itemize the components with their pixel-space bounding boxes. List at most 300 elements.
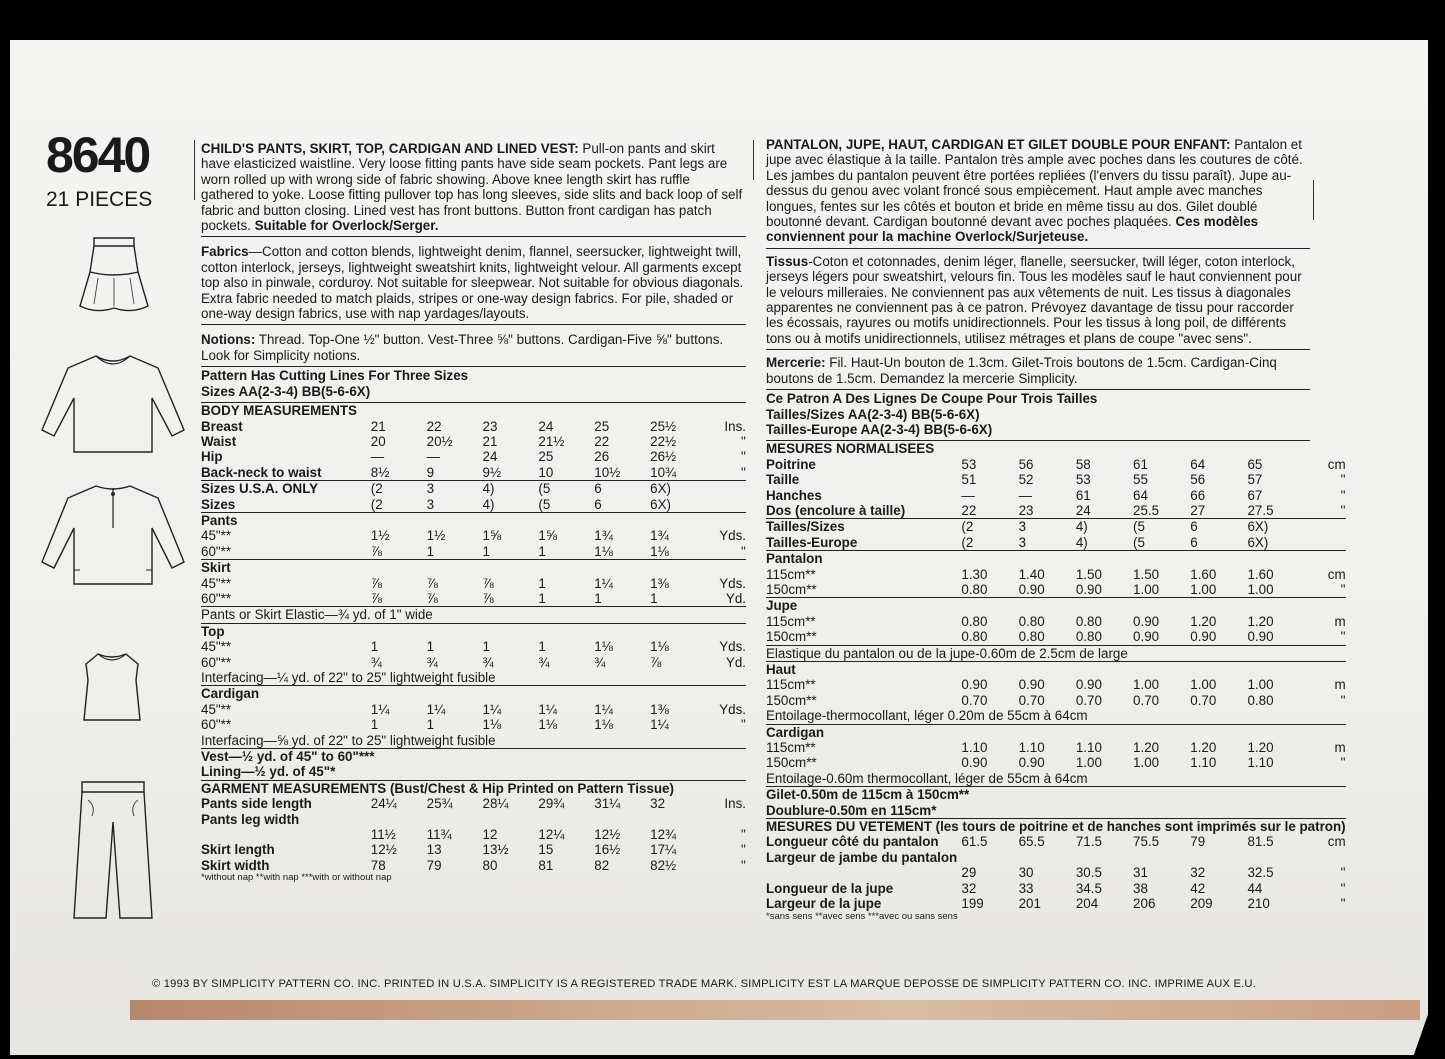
fr-body-value: 53 — [1075, 472, 1091, 488]
body-value: 10½ — [594, 464, 621, 480]
notions-block — [201, 331, 746, 367]
top-label: 60"** — [201, 654, 232, 670]
fr-cardigan-label: 150cm** — [766, 755, 817, 771]
pants-label: 60"** — [201, 543, 232, 559]
fr-body-value: 58 — [1075, 456, 1091, 472]
skirt-value: ⅞ — [370, 590, 382, 606]
fr-body-value: 56 — [1018, 456, 1034, 472]
skirt-value: 1 — [650, 590, 658, 606]
body-unit: Ins. — [724, 418, 746, 434]
fr-garment-value: 42 — [1190, 880, 1206, 896]
body-value: 9 — [426, 464, 435, 480]
vest-sketch — [80, 650, 144, 722]
garment-row — [201, 812, 746, 827]
sizes-value: (5 — [538, 481, 551, 497]
fr-body-row — [766, 472, 1346, 487]
fr-top-value: 0.90 — [1075, 677, 1102, 693]
garment-unit: '' — [740, 842, 746, 858]
fr-body-value: 27.5 — [1247, 502, 1274, 518]
fr-top-value: 0.80 — [1247, 692, 1274, 708]
fr-sizes-label: Tailles-Europe — [766, 534, 858, 550]
cardigan-label: Cardigan — [201, 686, 260, 702]
body-row — [201, 434, 746, 449]
fr-cardigan-value: 1.20 — [1133, 740, 1160, 756]
fr-skirt-value: 0.80 — [1075, 613, 1102, 629]
garment-value: 11¾ — [426, 827, 452, 843]
body-unit: '' — [740, 464, 746, 480]
fr-top-label: 150cm** — [766, 692, 817, 708]
body-value: 26 — [594, 449, 610, 465]
fr-top-value: 1.00 — [1133, 677, 1160, 693]
fr-top-label: 115cm** — [766, 677, 816, 693]
garment-unit: '' — [740, 827, 746, 843]
english-yardage-table — [201, 403, 746, 873]
fr-top-row — [766, 677, 1346, 692]
fr-body-value: 25.5 — [1133, 502, 1160, 518]
fr-skirt-unit: m — [1334, 613, 1346, 629]
fr-garment-unit: '' — [1340, 865, 1346, 881]
fr-pants-row — [766, 567, 1346, 582]
garment-row — [201, 827, 746, 842]
fr-sizes-value: 6X) — [1247, 534, 1269, 550]
garment-value: 12¾ — [650, 827, 677, 843]
fr-garment-value: 81.5 — [1247, 834, 1274, 850]
fr-body-value: 22 — [961, 502, 977, 518]
body-value: 23 — [482, 418, 498, 434]
skirt-value: 1 — [594, 590, 602, 606]
sizes-value: 6X) — [650, 496, 671, 512]
fr-garment-row — [766, 834, 1346, 849]
body-value: 10¾ — [650, 464, 677, 480]
top-value: 1⅛ — [594, 639, 613, 655]
garment-header-row — [201, 780, 746, 796]
fr-nap-note: *sans sens **avec sens ***avec ou sans sens — [766, 910, 958, 922]
fr-garment-unit: '' — [1340, 880, 1346, 896]
fr-top-value: 1.00 — [1247, 677, 1274, 693]
fr-pants-value: 0.90 — [1018, 581, 1045, 597]
cardigan-label: 45"** — [201, 701, 232, 717]
cardigan-unit: '' — [740, 717, 746, 733]
pants-value: 1⅛ — [650, 543, 669, 559]
fr-cardigan-unit: '' — [1340, 755, 1346, 771]
fr-cutting-lines-title: Ce Patron A Des Lignes De Coupe Pour Trois Tailles — [766, 391, 1098, 407]
body-row — [201, 449, 746, 464]
fr-garment-label: Longueur côté du pantalon — [766, 834, 939, 850]
sizes-row — [201, 481, 746, 497]
fr-cardigan-value: 1.20 — [1190, 740, 1217, 756]
fr-fabrics-label: Tissus — [766, 253, 809, 269]
top-interfacing-row — [201, 670, 746, 686]
cardigan-interfacing-row — [201, 733, 746, 749]
fabrics-body: —Cotton and cotton blends, lightweight denim, flannel, seersucker, lightweight twill, cotton interlock, jerseys, lightweight sweatshirt knits, lightweight velour. All garments except top also in pinwale, corduroy. Not suitable for sleepwear. Not suitable for obvious diagonals. Extra fabric needed to match plaids, stripes or one-way design fabrics. For pile, shaded or one-way design fabrics, use with nap yardages/layouts. — [201, 244, 744, 322]
pattern-number: 8640 — [46, 127, 150, 183]
body-label: Breast — [201, 418, 243, 434]
description-block — [201, 140, 746, 237]
top-unit: Yds. — [719, 639, 746, 655]
top-value: 1⅛ — [650, 639, 669, 655]
skirt-value: ⅞ — [426, 575, 438, 591]
top-unit: Yd. — [725, 654, 746, 670]
sizes-value: 6X) — [650, 481, 671, 497]
fr-pants-row — [766, 582, 1346, 598]
pants-label: Pants — [201, 512, 238, 528]
skirt-label-row — [201, 560, 746, 576]
fr-body-row — [766, 488, 1346, 503]
body-unit: '' — [740, 449, 746, 465]
garment-value: 25¾ — [426, 796, 453, 812]
fr-garment-value: 199 — [961, 896, 984, 912]
elastic: Pants or Skirt Elastic—¾ yd. of 1" wide — [201, 607, 433, 623]
skirt-unit: Yds. — [719, 575, 746, 591]
top-row — [201, 639, 746, 654]
body-value: 22 — [426, 418, 442, 434]
fr-sizes-value: 3 — [1018, 519, 1027, 535]
fr-body-value: — — [961, 487, 975, 503]
body-value: 21 — [370, 418, 386, 434]
fr-skirt-value: 1.20 — [1247, 613, 1274, 629]
garment-row — [201, 858, 746, 873]
pants-value: 1⅝ — [482, 528, 502, 544]
fr-body-value: 27 — [1190, 502, 1206, 518]
fr-sizes-value: 3 — [1018, 534, 1027, 550]
body-value: 20½ — [426, 433, 453, 449]
fr-garment-value: 44 — [1247, 880, 1263, 896]
cardigan-value: 1¼ — [426, 701, 446, 717]
fr-pants-label: Pantalon — [766, 551, 823, 567]
fr-garment-value: 65.5 — [1018, 834, 1045, 850]
fr-body-label: Dos (encolure à taille) — [766, 502, 906, 518]
pants-unit: '' — [740, 543, 746, 559]
sizes-row — [201, 497, 746, 513]
cardigan-interfacing: Interfacing—⅝ yd. of 22" to 25" lightweight fusible — [201, 732, 496, 748]
fr-skirt-value: 0.80 — [961, 613, 988, 629]
top-value: ¾ — [538, 654, 550, 670]
fr-garment-value: 201 — [1018, 896, 1041, 912]
top-row — [201, 655, 746, 670]
fr-pants-value: 1.60 — [1247, 566, 1274, 582]
cardigan-value: 1⅛ — [538, 717, 558, 733]
fr-body-row — [766, 457, 1346, 472]
english-column — [201, 140, 746, 883]
fr-sizes-value: (2 — [961, 519, 974, 535]
fr-skirt-value: 0.80 — [961, 629, 988, 645]
fr-top-value: 0.90 — [961, 677, 988, 693]
garment-label: Pants side length — [201, 796, 312, 812]
sizes-value: 4) — [482, 496, 495, 512]
fr-sizes-row — [766, 519, 1346, 535]
sizes-value: (5 — [538, 496, 551, 512]
body-value: — — [426, 449, 441, 465]
sizes-value: 6 — [594, 481, 602, 497]
notions-body: Thread. Top-One ½" button. Vest-Three ⅝" buttons. Cardigan-Five ⅝" buttons. Look for Simplicity notions. — [201, 332, 724, 363]
top-label-row — [201, 623, 746, 639]
fr-skirt-value: 0.80 — [1075, 629, 1102, 645]
fr-sizes-value: 6X) — [1247, 519, 1269, 535]
fr-garment-row — [766, 896, 1346, 911]
fr-garment-value: 29 — [961, 865, 977, 881]
garment-value: 29¾ — [538, 796, 565, 812]
elastic-row — [201, 607, 746, 623]
body-header: BODY MEASUREMENTS — [201, 403, 357, 419]
fr-garment-value — [1247, 850, 1304, 865]
cutting-lines-block — [201, 367, 746, 403]
pants-label: 45"** — [201, 528, 232, 544]
description-body: Pull-on pants and skirt have elasticized waistline. Very loose fitting pants have side seam pockets. Pant legs are worn rolled up with wrong side of fabric showing. Above knee length skirt has ruffle gathered to yoke. Loose fitting pullover top has long sleeves, side slits and back loop of self fabric and button closing. Lined vest has front buttons. Button front cardigan has patch pockets. — [201, 141, 743, 234]
garment-row — [201, 796, 746, 811]
pants-value: 1⅝ — [538, 528, 558, 544]
sizes-unit — [706, 497, 746, 513]
fr-pants-unit: cm — [1327, 566, 1346, 582]
top-back-sketch — [40, 478, 186, 590]
cardigan-value: 1⅛ — [482, 717, 502, 733]
french-column — [766, 136, 1346, 922]
fr-pants-value: 1.00 — [1247, 581, 1274, 597]
top-value: 1 — [538, 639, 546, 655]
fr-skirt-label: Jupe — [766, 598, 798, 614]
body-value: 10 — [538, 464, 554, 480]
sizes-value: 3 — [426, 481, 435, 497]
pants-value: 1⅛ — [594, 543, 613, 559]
skirt-value: 1 — [538, 575, 546, 591]
pants-row — [201, 528, 746, 543]
top-front-sketch — [40, 348, 186, 458]
sizes-label: Sizes U.S.A. ONLY — [201, 481, 319, 497]
sizes-unit — [706, 481, 746, 497]
pants-row — [201, 544, 746, 560]
body-unit: '' — [740, 433, 746, 449]
body-value: 25½ — [650, 418, 677, 434]
pants-value: 1½ — [370, 528, 390, 544]
garment-value: 81 — [538, 857, 554, 873]
fr-garment-unit — [1305, 850, 1346, 865]
fr-body-unit: cm — [1327, 456, 1346, 472]
fr-body-value: 51 — [961, 472, 977, 488]
skirt-value: ⅞ — [482, 575, 494, 591]
fr-cardigan-unit: m — [1334, 740, 1346, 756]
fr-fabrics-body: -Coton et cotonnades, denim léger, flanelle, seersucker, twill léger, coton interlock, jerseys légers pour sweatshirt, velours fin. Tous les modèles sauf le haut conviennent pour le velours milleraies. Ne conviennent pas aux vêtements de nuit. Les tissus à diagonales apparentes ne conviennent pas à ce patron. Prévoyez davantage de tissu pour raccorder les écossais, rayures ou motifs unidirectionnels. Pour les tissus à long poil, de différents tons ou à motifs unidirectionnels, utilisez métrages et plans de coupe "avec sens". — [766, 253, 1302, 346]
fr-body-value: 55 — [1133, 472, 1148, 488]
body-value: 21 — [482, 433, 498, 449]
body-value: 8½ — [370, 464, 390, 480]
fr-notions-block — [766, 354, 1310, 390]
garment-value — [427, 812, 483, 827]
top-label: Top — [201, 623, 225, 639]
fr-body-value: 65 — [1247, 456, 1263, 472]
fr-cutting-lines-block — [766, 390, 1310, 441]
fr-sizes-value: (5 — [1133, 519, 1145, 535]
body-value: 9½ — [482, 464, 502, 480]
sizes-value: 6 — [594, 496, 602, 512]
fr-garment-value: 204 — [1075, 896, 1099, 912]
cardigan-value: 1⅜ — [650, 701, 669, 717]
skirt-value: ⅞ — [370, 575, 382, 591]
garment-value: 82 — [594, 857, 610, 873]
fr-body-value: 64 — [1133, 487, 1148, 503]
cardigan-unit: Yds. — [719, 701, 746, 717]
fr-description-title: PANTALON, JUPE, HAUT, CARDIGAN ET GILET DOUBLE POUR ENFANT: — [766, 137, 1231, 152]
lining-row — [201, 764, 746, 780]
fr-vest: Gilet-0.50m de 115cm à 150cm** — [766, 787, 970, 803]
fr-cardigan-label: 115cm** — [766, 740, 816, 756]
pants-sketch — [68, 776, 158, 924]
fr-sizes-value: 6 — [1190, 534, 1198, 550]
skirt-value: 1⅜ — [650, 575, 669, 591]
skirt-unit: Yd. — [725, 590, 746, 606]
cardigan-value: 1 — [426, 717, 435, 733]
body-value: 25 — [538, 449, 554, 465]
pants-value: ⅞ — [370, 543, 382, 559]
fr-skirt-label: 150cm** — [766, 629, 817, 645]
fr-garment-row — [766, 865, 1346, 880]
pants-label-row — [201, 512, 746, 528]
fr-top-interfacing-row — [766, 708, 1346, 724]
cardigan-value: 1⅛ — [594, 717, 613, 733]
garment-value — [483, 812, 539, 827]
fr-top-unit: '' — [1340, 692, 1346, 708]
garment-value: 16½ — [594, 842, 621, 858]
fabrics-block — [201, 243, 746, 325]
fr-top-unit: m — [1334, 677, 1346, 693]
top-value: ¾ — [482, 654, 494, 670]
fr-top-row — [766, 693, 1346, 708]
fr-garment-value — [1190, 850, 1247, 865]
cardigan-value: 1¼ — [650, 717, 669, 733]
fr-garment-row — [766, 850, 1346, 865]
garment-label — [201, 827, 371, 842]
fr-pants-value: 1.50 — [1133, 566, 1160, 582]
fr-body-label: Poitrine — [766, 456, 816, 472]
garment-value: 12 — [482, 827, 498, 843]
fr-cardigan-value: 1.10 — [1018, 740, 1045, 756]
fr-top-interfacing: Entoilage-thermocollant, léger 0.20m de 55cm à 64cm — [766, 708, 1088, 724]
vest: Vest—½ yd. of 45" to 60"*** — [201, 749, 375, 765]
fr-elastic-row — [766, 645, 1346, 661]
fr-cutting-lines-sizes: Tailles/Sizes AA(2-3-4) BB(5-6-6X) — [766, 406, 980, 422]
top-value: ¾ — [370, 654, 382, 670]
body-value: 26½ — [650, 449, 677, 465]
skirt-label: 45"** — [201, 575, 232, 591]
fr-lining-row — [766, 803, 1346, 819]
skirt-label: Skirt — [201, 560, 231, 576]
pants-value: 1¾ — [594, 528, 613, 544]
fr-vest-row — [766, 787, 1346, 803]
sizes-value: (2 — [370, 481, 383, 497]
fr-skirt-value: 1.20 — [1190, 613, 1217, 629]
garment-value: 32 — [650, 796, 666, 812]
fr-garment-value: 38 — [1133, 880, 1148, 896]
garment-value: 13 — [426, 842, 442, 858]
garment-unit — [706, 812, 746, 827]
skirt-value: ⅞ — [482, 590, 494, 606]
fr-body-header: MESURES NORMALISEES — [766, 441, 935, 457]
fr-garment-value: 34.5 — [1075, 880, 1102, 896]
fr-garment-unit: cm — [1327, 834, 1346, 850]
cutting-lines-title: Pattern Has Cutting Lines For Three Sizes — [201, 368, 469, 384]
top-value: 1 — [426, 639, 435, 655]
fr-sizes-value: 6 — [1190, 519, 1198, 535]
center-fold-rule — [753, 140, 754, 180]
fr-sizes-unit — [1305, 519, 1346, 535]
fr-garment-label — [766, 865, 961, 880]
fr-cardigan-value: 0.90 — [1018, 755, 1045, 771]
fr-sizes-unit — [1305, 535, 1346, 551]
fr-cardigan-value: 1.20 — [1247, 740, 1274, 756]
fr-body-value: 64 — [1190, 456, 1206, 472]
fr-garment-value: 75.5 — [1133, 834, 1160, 850]
fr-top-value: 1.00 — [1190, 677, 1217, 693]
pants-value: 1½ — [426, 528, 446, 544]
top-value: 1 — [482, 639, 490, 655]
fr-body-value: 52 — [1018, 472, 1034, 488]
right-margin-rule — [1313, 180, 1314, 220]
cardigan-label: 60"** — [201, 717, 232, 733]
cardigan-value: 1¼ — [370, 701, 390, 717]
fr-garment-value: 30 — [1018, 865, 1034, 881]
fr-sizes-value: 4) — [1075, 519, 1088, 535]
fr-top-value: 0.70 — [1018, 692, 1045, 708]
fr-pants-value: 1.60 — [1190, 566, 1217, 582]
fr-cardigan-row — [766, 755, 1346, 770]
fr-body-value: 53 — [961, 456, 977, 472]
body-value: 24 — [482, 449, 498, 465]
vest-row — [201, 749, 746, 765]
fr-top-value: 0.70 — [1133, 692, 1160, 708]
fr-pants-unit: '' — [1340, 581, 1346, 597]
skirt-label: 60"** — [201, 590, 232, 606]
left-margin-rule — [194, 140, 195, 200]
cardigan-row — [201, 717, 746, 732]
fr-skirt-value: 0.90 — [1133, 629, 1160, 645]
fr-garment-value: 209 — [1190, 896, 1213, 912]
top-value: ¾ — [426, 654, 438, 670]
fr-cardigan-row — [766, 740, 1346, 755]
garment-value — [371, 812, 427, 827]
pants-value: 1¾ — [650, 528, 669, 544]
copyright-footer: © 1993 BY SIMPLICITY PATTERN CO. INC. PRINTED IN U.S.A. SIMPLICITY IS A REGISTERED TRADE MARK. SIMPLICITY EST LA MARQUE DEPOSSE DE SIMPLICITY PATTERN CO. INC. IMPRIME AUX E.U. — [152, 978, 1257, 990]
fr-notions-label: Mercerie: — [766, 355, 826, 371]
fr-pants-value: 1.00 — [1190, 581, 1217, 597]
cardigan-value: 1¼ — [538, 701, 558, 717]
fr-top-value: 0.70 — [961, 692, 988, 708]
fr-skirt-row — [766, 629, 1346, 645]
garment-value: 82½ — [650, 857, 677, 873]
garment-value: 11½ — [370, 827, 396, 843]
fr-pants-value: 0.80 — [961, 581, 988, 597]
fr-garment-label: Largeur de jambe du pantalon — [766, 849, 958, 865]
body-value: — — [370, 449, 385, 465]
fr-top-label: Haut — [766, 662, 796, 677]
body-value: 20 — [370, 433, 386, 449]
fr-body-value: 61 — [1075, 487, 1091, 503]
body-row — [201, 419, 746, 434]
fr-sizes-label: Tailles/Sizes — [766, 519, 845, 535]
description-title: CHILD'S PANTS, SKIRT, TOP, CARDIGAN AND LINED VEST: — [201, 141, 579, 156]
fr-garment-row — [766, 881, 1346, 896]
top-value: ¾ — [594, 654, 606, 670]
fr-skirt-value: 0.90 — [1190, 629, 1217, 645]
fr-pants-value: 1.40 — [1018, 566, 1045, 582]
fr-sizes-value: 4) — [1075, 534, 1088, 550]
skirt-value: ⅞ — [426, 590, 438, 606]
fr-garment-value: 71.5 — [1075, 834, 1102, 850]
fr-pants-label: 150cm** — [766, 581, 817, 597]
sizes-value: 4) — [482, 481, 495, 497]
body-header-row — [201, 403, 746, 418]
fr-top-value: 0.70 — [1075, 692, 1102, 708]
pattern-pieces: 21 PIECES — [46, 188, 153, 211]
fr-cutting-lines-europe: Tailles-Europe AA(2-3-4) BB(5-6-6X) — [766, 421, 993, 437]
fr-skirt-value: 0.80 — [1018, 613, 1045, 629]
